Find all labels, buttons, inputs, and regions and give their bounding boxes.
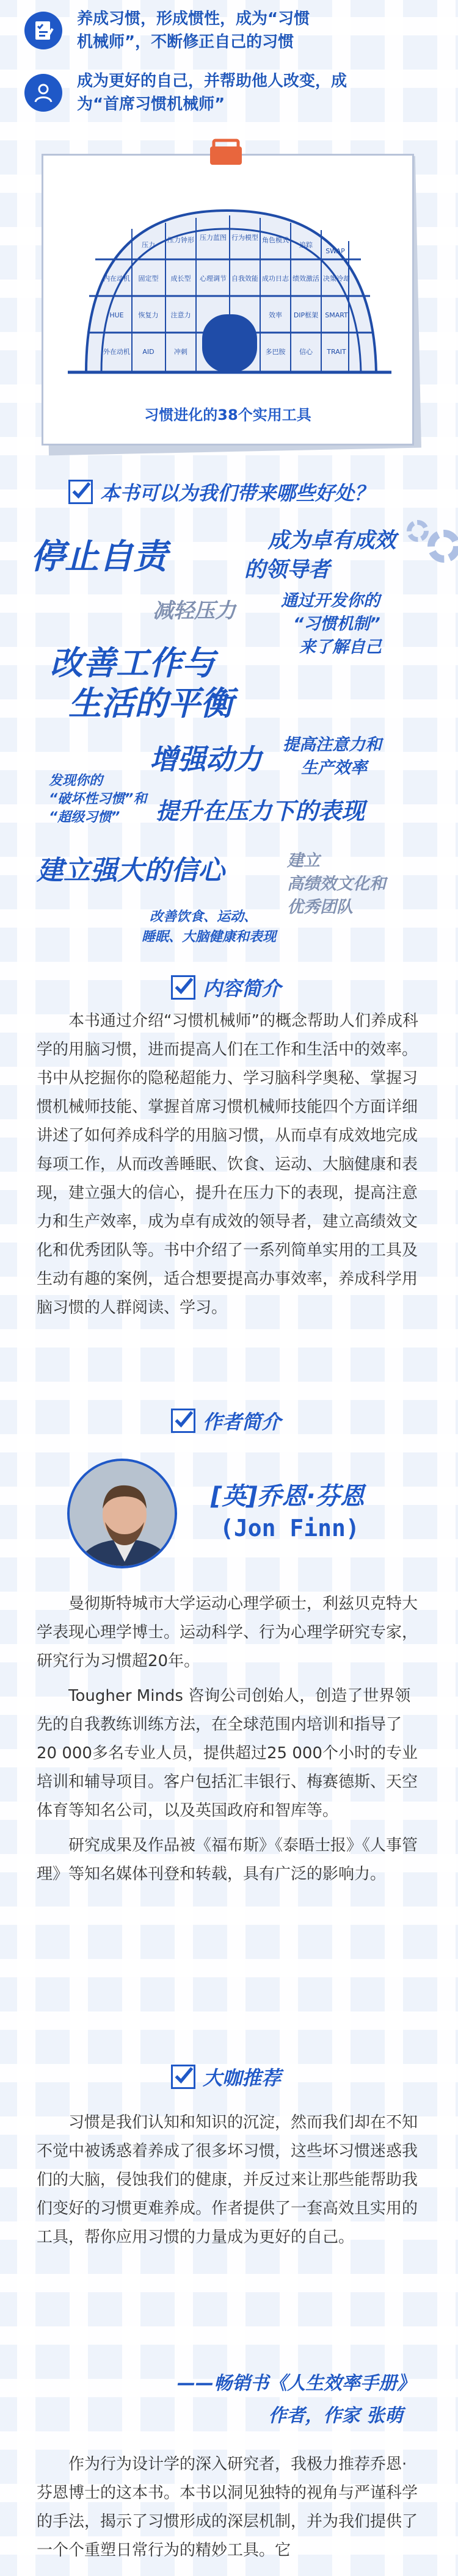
author-heading bbox=[171, 1407, 281, 1435]
intro-item-text: 成为更好的自己，并帮助他人改变，成为“首席习惯机械师” bbox=[77, 72, 347, 114]
svg-text:角色模式: 角色模式 bbox=[262, 236, 289, 244]
svg-text:多巴胺: 多巴胺 bbox=[265, 348, 286, 356]
benefit-phrase: 睡眠、大脑健康和表现 bbox=[142, 929, 277, 945]
checkbox-icon bbox=[68, 480, 93, 504]
svg-text:压力蓝图: 压力蓝图 bbox=[200, 234, 227, 242]
benefit-phrase: 增强动力 bbox=[150, 743, 262, 776]
svg-text:压力: 压力 bbox=[142, 241, 155, 249]
svg-text:成长型: 成长型 bbox=[170, 275, 191, 283]
recommend-quote-1 bbox=[37, 2109, 421, 2252]
svg-text:行为模型: 行为模型 bbox=[231, 234, 258, 242]
recommend-title: 大咖推荐 bbox=[203, 2066, 282, 2090]
svg-text:固定型: 固定型 bbox=[138, 275, 159, 283]
author-bio-paragraph: 研究成果及作品被《福布斯》《泰晤士报》《人事管理》等知名媒体刊登和转载，具有广泛的影响力。 bbox=[37, 1836, 418, 1883]
author-bio-paragraph: 曼彻斯特城市大学运动心理学硕士，利兹贝克特大学表现心理学博士。运动科学、行为心理学研究专家，研究行为习惯超20年。 bbox=[37, 1595, 418, 1670]
intro-item bbox=[24, 62, 440, 123]
benefit-phrase: 生产效率 bbox=[301, 759, 367, 777]
svg-text:效率: 效率 bbox=[269, 311, 282, 319]
svg-text:成功日志: 成功日志 bbox=[262, 275, 289, 283]
benefit-phrase: 生活的平衡 bbox=[68, 684, 233, 723]
author-title: 作者简介 bbox=[203, 1410, 282, 1434]
avatar bbox=[67, 1459, 177, 1568]
intro-list bbox=[24, 2, 440, 123]
igloo-caption: 习惯进化的38个实用工具 bbox=[144, 406, 311, 424]
quote-text: 作为行为设计学的深入研究者，我极力推荐乔恩·芬恩博士的这本书。本书以洞见独特的视角与严谨科学的手法，揭示了习惯形成的深层机制，并为我们提供了一个个重塑日常行为的精妙工具。它 bbox=[37, 2455, 418, 2560]
svg-text:心理调节: 心理调节 bbox=[200, 275, 227, 283]
author-bio bbox=[37, 1590, 421, 1889]
content-intro-heading bbox=[171, 973, 281, 1001]
svg-text:外在动机: 外在动机 bbox=[103, 348, 130, 356]
svg-text:冲刺: 冲刺 bbox=[174, 348, 187, 356]
content-intro-text: 本书通过介绍“习惯机械师”的概念帮助人们养成科学的用脑习惯，进而提高人们在工作和生活中的效率。书中从挖掘你的隐秘超能力、学习脑科学奥秘、掌握习惯机械师技能、掌握首席习惯机械师技能四个方面详细讲述了如何养成科学的用脑习惯，从而卓有成效地完成每项工作，从而改善睡眠、饮食、运动、大脑健康和表现，建立强大的信心，提升在压力下的表现，提高注意力和生产效率，成为卓有成效的领导者，建立高绩效文化和优秀团队等。书中介绍了一系列简单实用的工具及生动有趣的案例，适合想要提高办事效率，养成科学用脑习惯的人群阅读、学习。 bbox=[37, 1012, 418, 1317]
quote-text: 习惯是我们认知和知识的沉淀，然而我们却在不知不觉中被诱惑着养成了很多坏习惯，这些坏习惯迷惑我们的大脑，侵蚀我们的健康，并反过来让那些能帮助我们变好的习惯更难养成。作者提供了一套高效且实用的工具，帮你应用习惯的力量成为更好的自己。 bbox=[37, 2113, 418, 2246]
benefit-phrase: 来了解自己 bbox=[299, 638, 382, 657]
paper-clip-icon bbox=[208, 137, 244, 173]
benefit-phrase: 停止自责 bbox=[31, 537, 167, 577]
quote-attribution: ——畅销书《人生效率手册》 bbox=[177, 2373, 415, 2394]
svg-text:注意力: 注意力 bbox=[170, 311, 191, 319]
person-icon bbox=[24, 74, 62, 112]
svg-text:追踪: 追踪 bbox=[299, 241, 313, 249]
svg-text:TRAIT: TRAIT bbox=[327, 348, 346, 356]
content-intro-section bbox=[37, 1007, 421, 1322]
benefit-phrase: 发现你的 bbox=[49, 773, 103, 788]
svg-text:AID: AID bbox=[142, 348, 154, 356]
author-name-en: (Jon Finn) bbox=[220, 1515, 360, 1542]
checklist-icon bbox=[24, 12, 62, 49]
gear-icon-small bbox=[407, 520, 429, 542]
benefit-phrase: 成为卓有成效的领导者 bbox=[244, 529, 396, 582]
igloo-card bbox=[42, 154, 414, 446]
benefit-phrase: 建立 bbox=[287, 851, 320, 870]
benefit-phrase: 通过开发你的 bbox=[281, 591, 380, 610]
svg-text:HUE: HUE bbox=[109, 311, 124, 319]
recommend-quote-2 bbox=[37, 2450, 421, 2565]
svg-text:SMART: SMART bbox=[325, 311, 348, 319]
intro-item-text: 养成习惯，形成惯性，成为“习惯机械师”，不断修正自己的习惯 bbox=[77, 10, 310, 51]
svg-text:压力钟形: 压力钟形 bbox=[167, 236, 194, 244]
benefit-phrase: 提高注意力和 bbox=[283, 735, 382, 754]
svg-text:决策冷却: 决策冷却 bbox=[323, 275, 350, 283]
gear-icon-large bbox=[427, 530, 458, 563]
author-name-cn: [英]乔恩·芬恩 bbox=[211, 1482, 365, 1510]
benefit-phrase: “超级习惯” bbox=[49, 810, 120, 825]
benefit-phrase: 改善工作与 bbox=[50, 644, 215, 682]
quote-attribution: 作者，作家 张萌 bbox=[268, 2405, 403, 2426]
svg-text:SWAP: SWAP bbox=[325, 247, 345, 255]
svg-text:绩效激活: 绩效激活 bbox=[293, 275, 319, 283]
svg-text:自我效能: 自我效能 bbox=[231, 275, 258, 283]
checkbox-icon bbox=[171, 2065, 195, 2089]
recommend-heading bbox=[171, 2063, 281, 2091]
igloo-illustration bbox=[43, 162, 412, 406]
intro-item bbox=[24, 2, 440, 59]
author-bio-paragraph: Tougher Minds 咨询公司创始人，创造了世界领先的自我教练训练方法，在全球范围内培训和指导了20 000多名专业人员，提供超过25 000个小时的专业培训和辅导项目。客户包括汇丰银行、梅赛德斯、天空体育等知名公司，以及英国政府和智库等。 bbox=[37, 1687, 418, 1820]
benefit-phrase: “破坏性习惯”和 bbox=[49, 792, 147, 807]
benefit-phrase: “习惯机制” bbox=[293, 615, 380, 633]
benefit-phrase: 建立强大的信心 bbox=[37, 855, 225, 886]
svg-text:内在动机: 内在动机 bbox=[103, 275, 130, 283]
benefits-heading bbox=[68, 478, 374, 506]
content-intro-title: 内容简介 bbox=[203, 977, 282, 1000]
benefit-phrase: 高绩效文化和 bbox=[287, 875, 386, 893]
svg-text:DIP框架: DIP框架 bbox=[293, 311, 319, 319]
benefit-phrase: 提升在压力下的表现 bbox=[156, 798, 365, 824]
svg-text:恢复力: 恢复力 bbox=[138, 311, 159, 319]
benefit-phrase: 减轻压力 bbox=[153, 599, 236, 623]
benefit-phrase: 优秀团队 bbox=[287, 898, 353, 917]
svg-text:信心: 信心 bbox=[299, 348, 313, 356]
checkbox-icon bbox=[171, 975, 195, 1000]
checkbox-icon bbox=[171, 1409, 195, 1433]
benefit-phrase: 改善饮食、运动、 bbox=[150, 909, 258, 925]
benefits-title: 本书可以为我们带来哪些好处？ bbox=[100, 482, 374, 505]
